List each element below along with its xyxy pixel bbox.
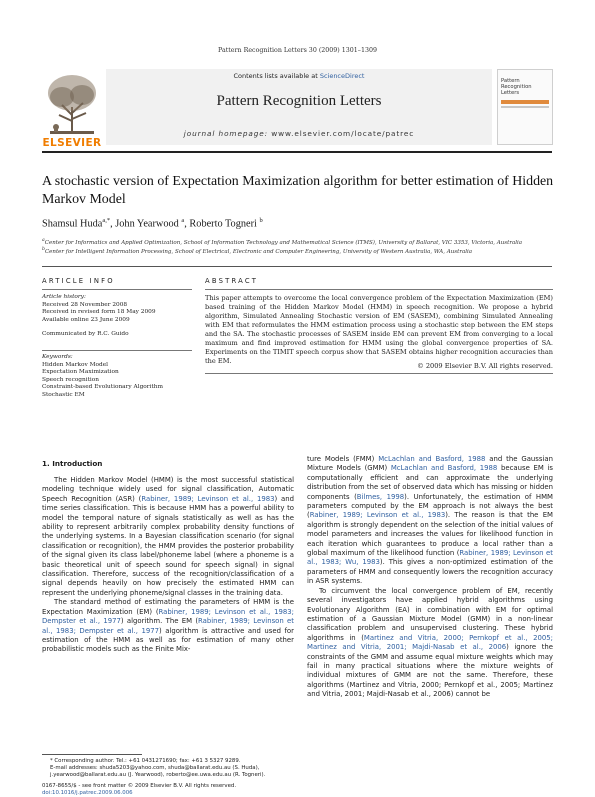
journal-banner — [106, 69, 492, 145]
affiliation-text: Center for Informatics and Applied Optimization, School of Information Technology and Mathematical Science (ITMS), University of Ballarat, VIC 3353, Victoria, Australia — [44, 239, 523, 246]
author-name: Shamsul Huda — [42, 218, 103, 230]
abstract-end-rule — [205, 373, 553, 374]
body-column-right — [307, 455, 553, 700]
article-info-rule — [42, 289, 192, 290]
communicated-by: Communicated by R.C. Guido — [42, 331, 129, 338]
journal-cover-thumbnail — [497, 69, 553, 145]
abstract-text: This paper attempts to overcome the local convergence problem of the Expectation Maximization (EM) based training of the Hidden Markov Model (HMM) in speech recognition. We propose a hybrid algorithm, Simulated Annealing Stochastic version of EM (SASEM), combining Simulated Annealing with EM that reformulates the HMM estimation process using a stochastic step between the EM steps and the SA. The stochastic processes of SASEM inside EM can prevent EM from converging to a local maximum and find improved estimation for HMM using the global convergence properties of SA. Experiments on the TIMIT speech corpus show that SASEM obtains higher recognition accuracies than the EM. — [205, 294, 553, 365]
text-run: ) ignore the constraints of the GMM and assume equal mixture weights which may fail in many practical situations where the mixture weights of individual mixtures of GMM are not the same. Therefore, these algorithms (Martinez and Vitria, 2000; Pernkopf et al., 2005; Martinez and Vitria, 2001; Majdi-Nasab et al., 2006) cannot be — [307, 643, 554, 699]
paragraph — [42, 598, 294, 654]
author-sup: a,* — [102, 217, 111, 224]
author-sup: a — [181, 217, 185, 224]
paragraph — [42, 476, 294, 598]
author-name: John Yearwood — [115, 218, 179, 230]
paragraph — [307, 587, 553, 700]
keyword-item: Expectation Maximization — [42, 369, 119, 376]
section-heading-introduction: 1. Introduction — [42, 459, 103, 468]
sciencedirect-link[interactable]: ScienceDirect — [319, 72, 365, 80]
citation-link[interactable]: Bilmes, 1998 — [356, 492, 405, 501]
publisher-logo-text: ELSEVIER — [42, 137, 102, 149]
citation-link[interactable]: Rabiner, 1989; Levinson et al., 1983 — [141, 494, 275, 503]
elsevier-tree-logo-icon — [42, 71, 102, 139]
history-item: Received in revised form 18 May 2009 — [42, 309, 156, 316]
affiliation-text: Center for Intelligent Information Processing, School of Electrical, Electronic and Computer Engineering, University of Western Australia, WA, Australia — [44, 248, 473, 255]
journal-title: Pattern Recognition Letters — [216, 93, 382, 109]
citation-link[interactable]: Rabiner, 1989; Levinson et al., 1983; Dempster et al., 1977 — [42, 617, 294, 635]
journal-reference: Pattern Recognition Letters 30 (2009) 1301–1309 — [218, 47, 377, 54]
keywords-label: Keywords: — [42, 354, 73, 360]
text-run: ) algorithm is attractive and used for estimation of the HMM as well as for estimation of many other probabilistic models such as the Finite Mix- — [42, 626, 294, 654]
text-run: ). Unfortunately, the estimation of HMM parameters computed by the EM approach is not always the best ( — [307, 492, 554, 520]
text-run: The Hidden Markov Model (HMM) is the most successful statistical modeling technique widely used for signal classification, Automatic Speech Recognition (ASR) ( — [42, 476, 294, 503]
citation-link[interactable]: Rabiner, 1989; Levinson et al., 1983 — [309, 511, 446, 520]
issn-line: 0167-8655/$ - see front matter © 2009 Elsevier B.V. All rights reserved. — [42, 783, 237, 789]
contents-line — [106, 72, 492, 80]
footnote — [50, 758, 300, 779]
homepage-label: journal homepage: — [183, 129, 272, 138]
keywords-rule — [42, 350, 192, 351]
paragraph — [307, 455, 553, 587]
section-divider — [42, 266, 552, 267]
text-run: because EM is computationally efficient and can approximate the underlying distribution from the set of observed data which has missing or hidden components ( — [307, 464, 553, 501]
keyword-item: Speech recognition — [42, 376, 100, 383]
footnote-corresponding: * Corresponding author. Tel.: +61 0431271690; fax: +61 3 5327 9289. — [50, 758, 241, 764]
abstract-heading: ABSTRACT — [205, 277, 259, 285]
affiliation-sup: a — [42, 238, 45, 243]
author-sup: b — [259, 217, 263, 224]
citation-link[interactable]: McLachlan and Basford, 1988 — [390, 464, 498, 473]
text-run: ture Models (FMM) — [307, 455, 379, 463]
keyword-item: Hidden Markov Model — [42, 361, 109, 368]
text-run: The standard method of estimating the parameters of HMM is the Expectation Maximization (EM) ( — [42, 598, 294, 616]
abstract-rule — [205, 289, 553, 290]
author-list: Shamsul Huda$^{a,*}$, John Yearwood $^a$, Roberto Togneri $^b$ — [42, 217, 263, 230]
homepage-url-link[interactable]: www.elsevier.com/locate/patrec — [271, 129, 415, 138]
citation-link[interactable]: McLachlan and Basford, 1988 — [378, 455, 486, 463]
history-item: Available online 23 June 2009 — [42, 316, 130, 323]
text-run: ). The reason is that the EM algorithm is strongly dependent on the selection of the initial values of model parameters and increases the values for likelihood function in each iteration which guarantees to produce a local rather than a global maximum of the likelihood function ( — [307, 511, 553, 558]
keywords-block — [42, 354, 192, 400]
journal-homepage — [106, 129, 492, 138]
text-run: To circumvent the local convergence problem of EM, recently several investigators have applied hybrid algorithms using Evolutionary Algorithm (EA) in combination with EM for optimal estimation of a Gaussian Mixture Model (GMM) in a non-linear classification problem and unsupervised clustering. These hybrid algorithms in ( — [307, 586, 553, 642]
footnote-emails: E-mail addresses: shuda5203@yahoo.com, shuda@ballarat.edu.au (S. Huda), j.yearwood@ballarat.edu.au (J. Yearwood), roberto@ee.uwa.edu.au (R. Togneri). — [50, 765, 266, 778]
paper-title: A stochastic version of Expectation Maximization algorithm for better estimation of Hidden Markov Model — [42, 174, 554, 207]
citation-link[interactable]: Rabiner, 1989; Levinson et al., 1983; Wu, 1983 — [307, 549, 554, 567]
bottom-matter — [42, 783, 342, 797]
affiliation-b — [42, 247, 557, 255]
affiliation-sup: b — [42, 247, 45, 252]
masthead-rule — [42, 151, 552, 153]
affiliation-a — [42, 238, 557, 246]
author-name: Roberto Togneri — [189, 218, 257, 230]
history-label: Article history: — [42, 294, 86, 300]
body-column-left — [42, 476, 294, 655]
citation-link[interactable]: Rabiner, 1989; Levinson et al., 1983; Dempster et al., 1977 — [42, 607, 294, 626]
keyword-item: Stochastic EM — [42, 391, 85, 398]
text-run: ). This gives a non-optimized estimation of the parameters of HMM and consequently lowers the recognition accuracy in ASR systems. — [307, 558, 554, 586]
masthead — [42, 69, 552, 151]
text-run: ) and time series classification. This is because HMM has a powerful ability to model the temporal nature of signals statistically as well as has the ability to represent arbitrarily complex probability density functions of the underlying systems. In a Bayesian classification scenario (for signal classification or recognition), the HMM provides the posterior probability of the signal given its class label/phoneme label (where a phoneme is a basic theoretical unit of speech sound for speech signal) in signal classification. Therefore, success of the recognition/classification of a signal depends heavily on how precisely the estimated HMM can represent the underlying phoneme/signal classes in the training data. — [42, 494, 294, 597]
article-info-heading: ARTICLE INFO — [42, 277, 115, 285]
text-run: ) algorithm. The EM ( — [120, 617, 199, 626]
citation-link[interactable]: Martinez and Vitria, 2000; Pernkopf et al., 2005; Martinez and Vitria, 2001; Majdi-Nasab et al., 2006 — [307, 633, 553, 652]
cover-title: Pattern Recognition Letters — [501, 78, 532, 96]
doi-link[interactable]: doi:10.1016/j.patrec.2009.06.006 — [42, 790, 133, 796]
text-run: and the Gaussian Mixture Models (GMM) — [307, 455, 553, 473]
history-item: Received 28 November 2008 — [42, 301, 128, 308]
article-info — [42, 294, 192, 339]
cover-band — [501, 100, 549, 104]
keyword-item: Constraint-based Evolutionary Algorithm — [42, 384, 163, 391]
contents-prefix: Contents lists available at — [233, 72, 320, 80]
copyright-notice: © 2009 Elsevier B.V. All rights reserved. — [417, 362, 553, 370]
cover-band-secondary — [501, 106, 549, 108]
footnote-rule — [42, 754, 142, 755]
